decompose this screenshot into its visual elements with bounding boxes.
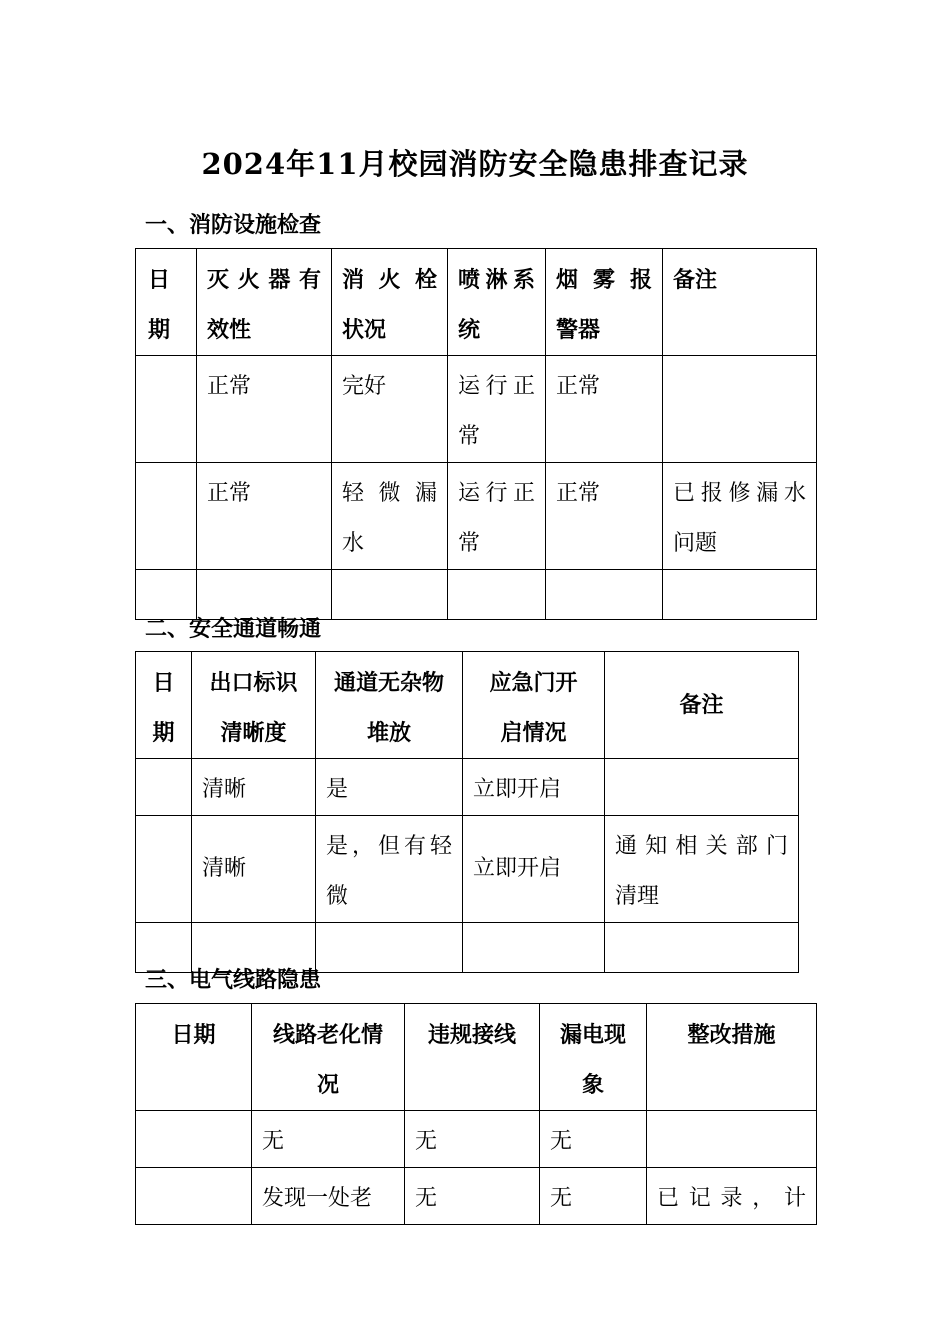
table-header-row: [136, 652, 799, 759]
safety-passage-table: [135, 651, 799, 973]
table-header-row: [136, 249, 817, 356]
cell-rectification: [647, 1111, 817, 1168]
cell-remarks: 通知相关部门 清理: [605, 816, 799, 923]
section-2-heading: 二、安全通道畅通: [145, 616, 322, 642]
table-row: [136, 816, 799, 923]
cell-emergency-door: [463, 923, 605, 973]
cell-smoke-alarm: 正常: [546, 463, 663, 570]
header-remarks: 备注: [605, 652, 799, 759]
cell-date: [136, 1111, 252, 1168]
header-date: 日 期: [136, 652, 192, 759]
header-leakage: 漏电现 象: [540, 1004, 647, 1111]
cell-hydrant: 完好: [332, 356, 448, 463]
cell-emergency-door: 立即开启: [463, 759, 605, 816]
cell-hydrant: 轻微漏 水: [332, 463, 448, 570]
cell-extinguisher: 正常: [197, 463, 332, 570]
section-1-heading: 一、消防设施检查: [145, 212, 322, 238]
cell-date: [136, 816, 192, 923]
cell-wire-aging: 发现一处老: [252, 1168, 405, 1225]
cell-remarks: [605, 759, 799, 816]
cell-sprinkler: 运行正 常: [448, 463, 546, 570]
table-row: [136, 1111, 817, 1168]
electrical-wiring-table: [135, 1003, 817, 1225]
header-passage-clear: 通道无杂物 堆放: [316, 652, 463, 759]
section-3-heading: 三、电气线路隐患: [145, 967, 322, 993]
cell-passage-clear: 是，但有轻 微: [316, 816, 463, 923]
cell-remarks: [605, 923, 799, 973]
cell-smoke-alarm: 正常: [546, 356, 663, 463]
table-header-row: [136, 1004, 817, 1111]
cell-illegal-wiring: 无: [405, 1111, 540, 1168]
cell-sprinkler: 运行正 常: [448, 356, 546, 463]
cell-date: [136, 759, 192, 816]
header-wire-aging: 线路老化情 况: [252, 1004, 405, 1111]
header-extinguisher: 灭火器有 效性: [197, 249, 332, 356]
cell-date: [136, 463, 197, 570]
table-row: [136, 759, 799, 816]
table-row: [136, 463, 817, 570]
cell-rectification: 已记录，计: [647, 1168, 817, 1225]
header-exit-sign: 出口标识 清晰度: [192, 652, 316, 759]
cell-illegal-wiring: 无: [405, 1168, 540, 1225]
cell-remarks: [663, 570, 817, 620]
cell-smoke-alarm: [546, 570, 663, 620]
header-rectification: 整改措施: [647, 1004, 817, 1111]
cell-emergency-door: 立即开启: [463, 816, 605, 923]
cell-remarks: 已报修漏水 问题: [663, 463, 817, 570]
cell-extinguisher: 正常: [197, 356, 332, 463]
cell-exit-sign: 清晰: [192, 816, 316, 923]
header-emergency-door: 应急门开 启情况: [463, 652, 605, 759]
header-hydrant: 消火栓 状况: [332, 249, 448, 356]
cell-date: [136, 1168, 252, 1225]
cell-leakage: 无: [540, 1168, 647, 1225]
cell-sprinkler: [448, 570, 546, 620]
header-sprinkler: 喷淋系 统: [448, 249, 546, 356]
header-smoke-alarm: 烟雾报 警器: [546, 249, 663, 356]
cell-remarks: [663, 356, 817, 463]
cell-passage-clear: [316, 923, 463, 973]
cell-leakage: 无: [540, 1111, 647, 1168]
fire-facilities-table: [135, 248, 817, 620]
cell-date: [136, 356, 197, 463]
header-date: 日 期: [136, 249, 197, 356]
table-row: [136, 356, 817, 463]
table-row: [136, 1168, 817, 1225]
cell-wire-aging: 无: [252, 1111, 405, 1168]
cell-hydrant: [332, 570, 448, 620]
header-date: 日期: [136, 1004, 252, 1111]
document-title: 2024年11月校园消防安全隐患排查记录: [201, 147, 749, 181]
cell-passage-clear: 是: [316, 759, 463, 816]
header-illegal-wiring: 违规接线: [405, 1004, 540, 1111]
cell-exit-sign: 清晰: [192, 759, 316, 816]
header-remarks: 备注: [663, 249, 817, 356]
